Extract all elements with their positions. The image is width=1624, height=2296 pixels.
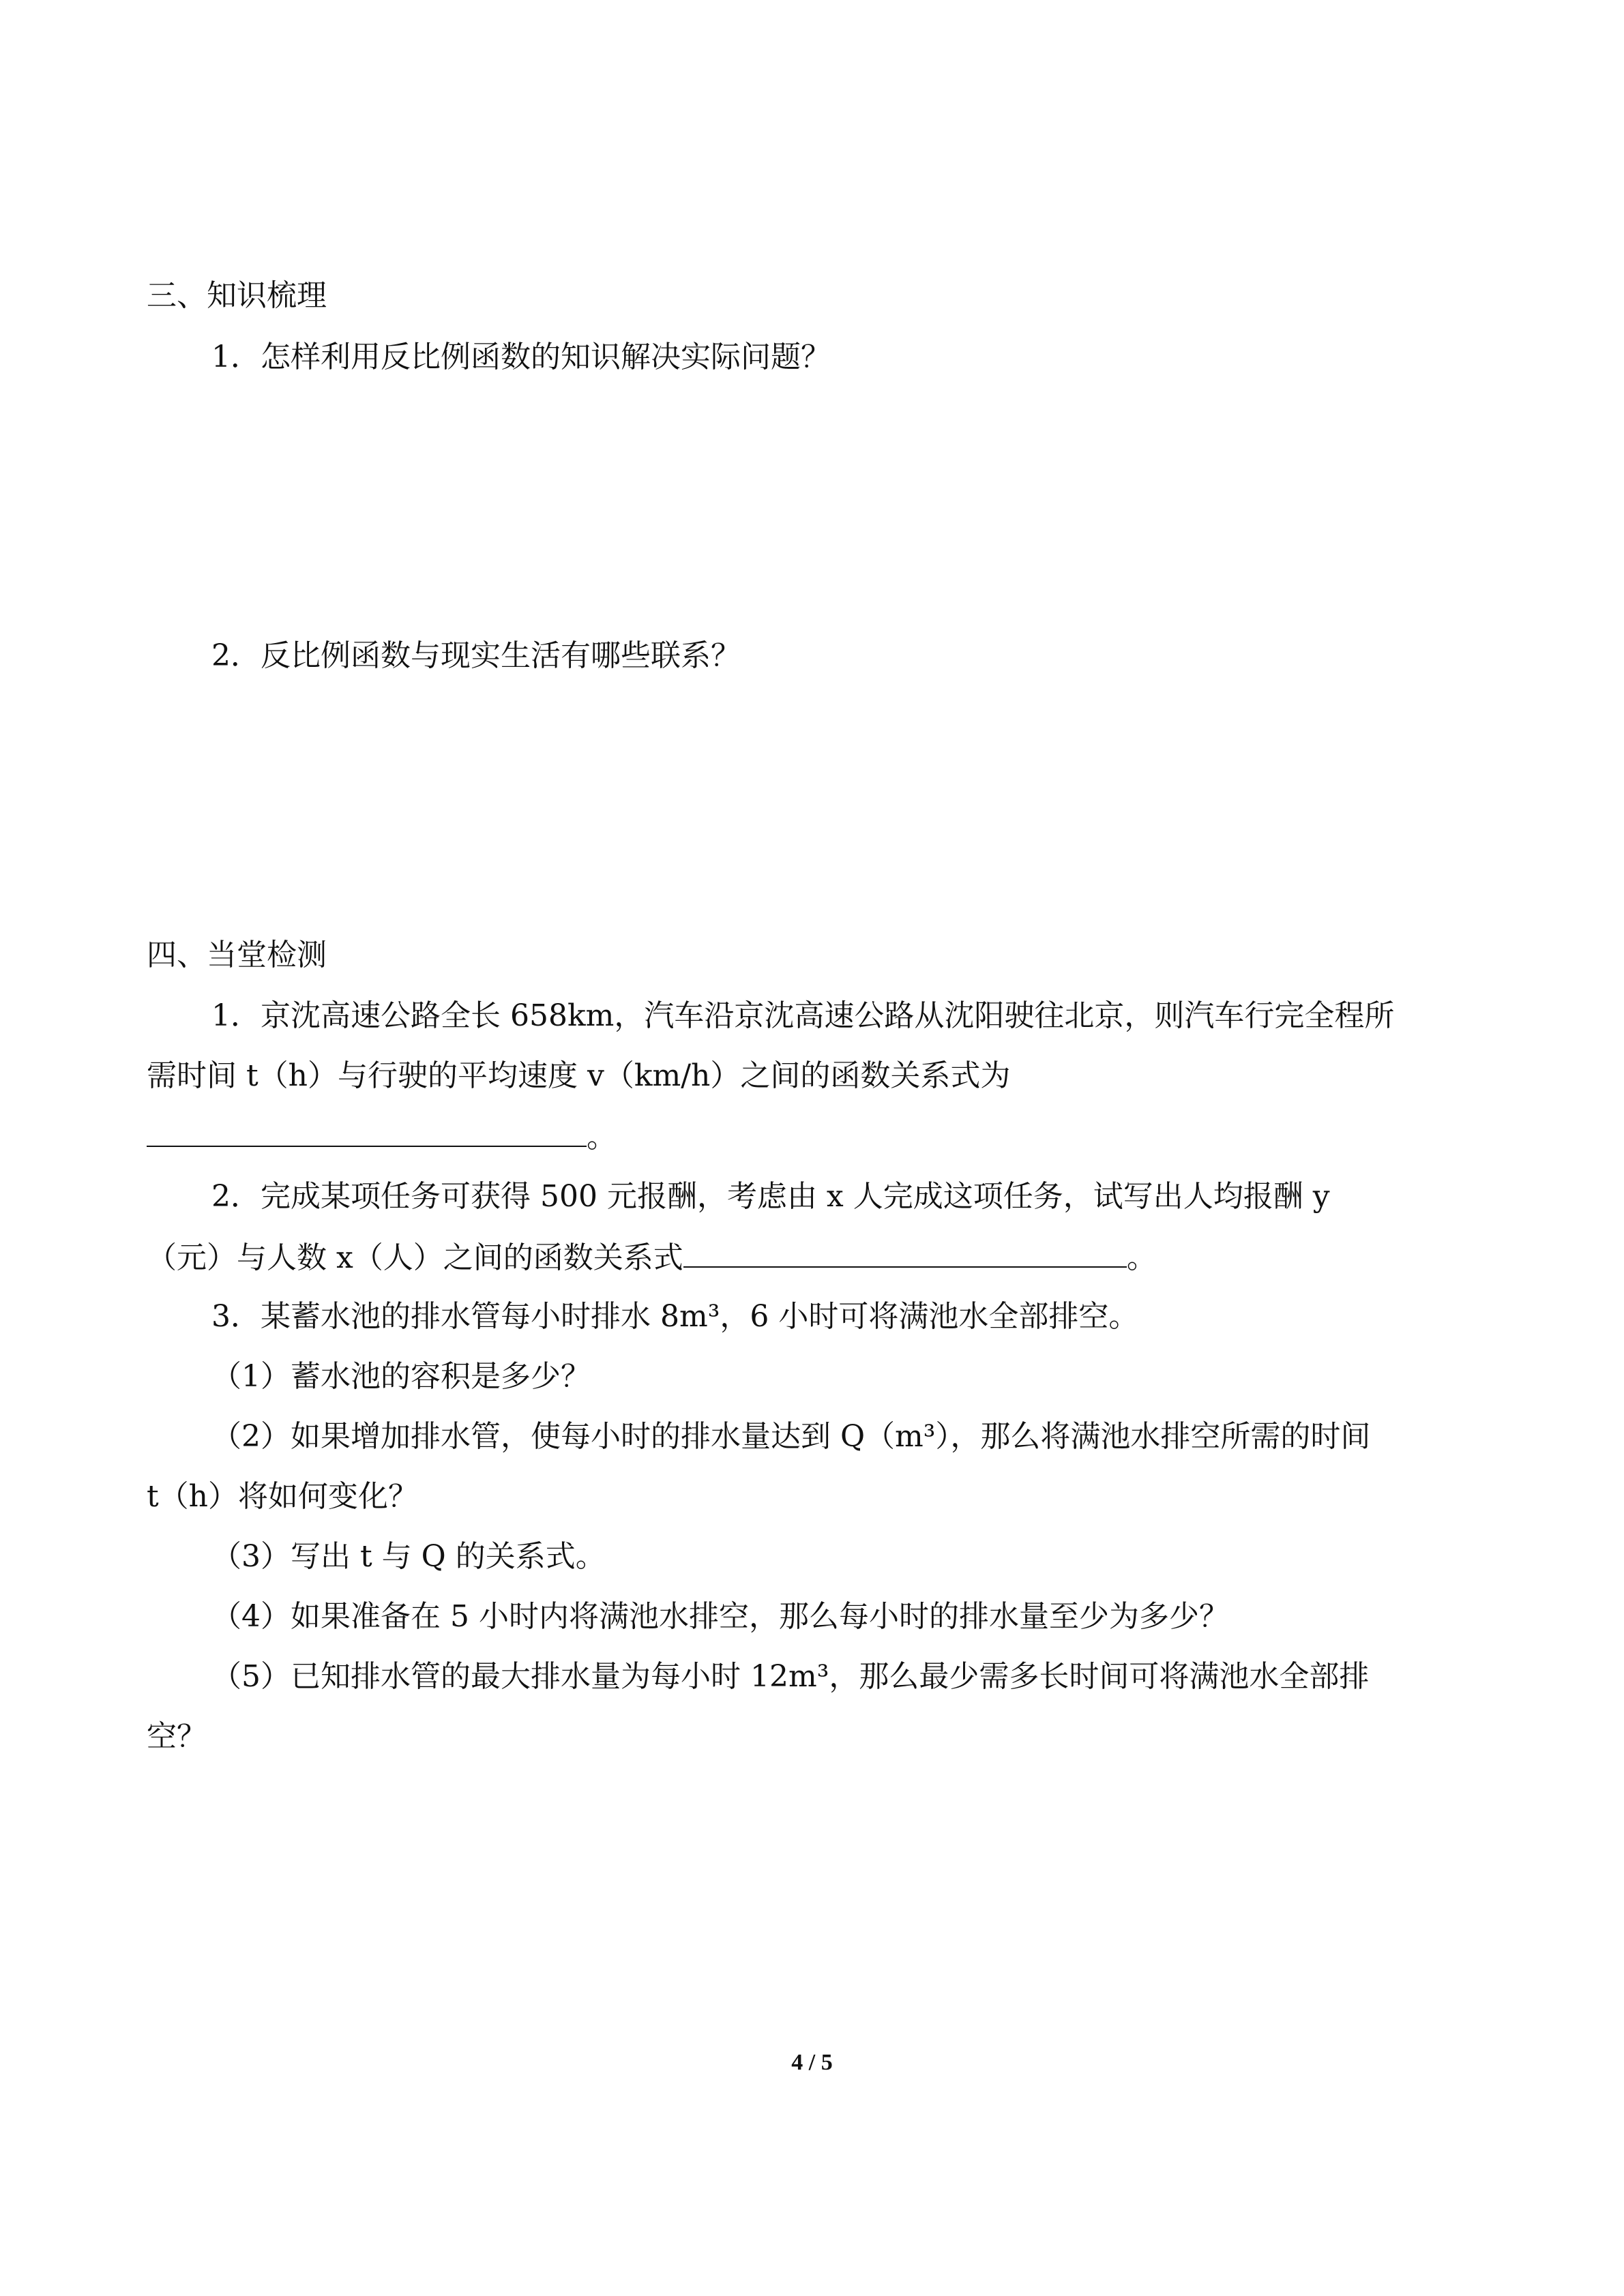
page-number: 4 / 5 — [791, 2050, 833, 2075]
review-question-1: 1．怎样利用反比例函数的知识解决实际问题？ — [211, 340, 831, 374]
test-problem-1-line-1: 1．京沈高速公路全长 658km，汽车沿京沈高速公路从沈阳驶往北京，则汽车行完全程所 — [211, 998, 1395, 1033]
test-problem-3-intro: 3．某蓄水池的排水管每小时排水 8m³，6 小时可将满池水全部排空。 — [211, 1299, 1139, 1334]
test-problem-3-sub-4: （4）如果准备在 5 小时内将满池水排空，那么每小时的排水量至少为多少？ — [211, 1599, 1229, 1634]
section-heading-knowledge-review: 三、知识梳理 — [147, 278, 327, 313]
test-problem-3-sub-5-line-1: （5）已知排水管的最大排水量为每小时 12m³，那么最少需多长时间可将满池水全部排 — [211, 1659, 1370, 1694]
test-problem-2-text: （元）与人数 x（人）之间的函数关系式 — [147, 1240, 683, 1275]
answer-blank — [147, 1116, 587, 1147]
sentence-end: 。 — [1126, 1240, 1157, 1275]
test-problem-1-answer-line — [147, 1116, 617, 1158]
test-problem-3-sub-3: （3）写出 t 与 Q 的关系式。 — [211, 1539, 606, 1574]
section-heading-class-test: 四、当堂检测 — [147, 938, 327, 972]
test-problem-2-line-1: 2．完成某项任务可获得 500 元报酬，考虑由 x 人完成这项任务，试写出人均报酬 y — [211, 1179, 1330, 1214]
test-problem-2-line-2 — [147, 1236, 1157, 1279]
test-problem-1-line-2: 需时间 t（h）与行驶的平均速度 v（km/h）之间的函数关系式为 — [147, 1058, 1011, 1093]
test-problem-3-sub-2-line-2: t（h）将如何变化？ — [147, 1479, 419, 1514]
sentence-end: 。 — [587, 1120, 617, 1154]
test-problem-3-sub-1: （1）蓄水池的容积是多少？ — [211, 1359, 591, 1394]
test-problem-3-sub-2-line-1: （2）如果增加排水管，使每小时的排水量达到 Q（m³），那么将满池水排空所需的时间 — [211, 1419, 1371, 1454]
review-question-2: 2．反比例函数与现实生活有哪些联系？ — [211, 638, 741, 673]
answer-blank — [683, 1236, 1127, 1268]
test-problem-3-sub-5-line-2: 空？ — [147, 1719, 207, 1754]
